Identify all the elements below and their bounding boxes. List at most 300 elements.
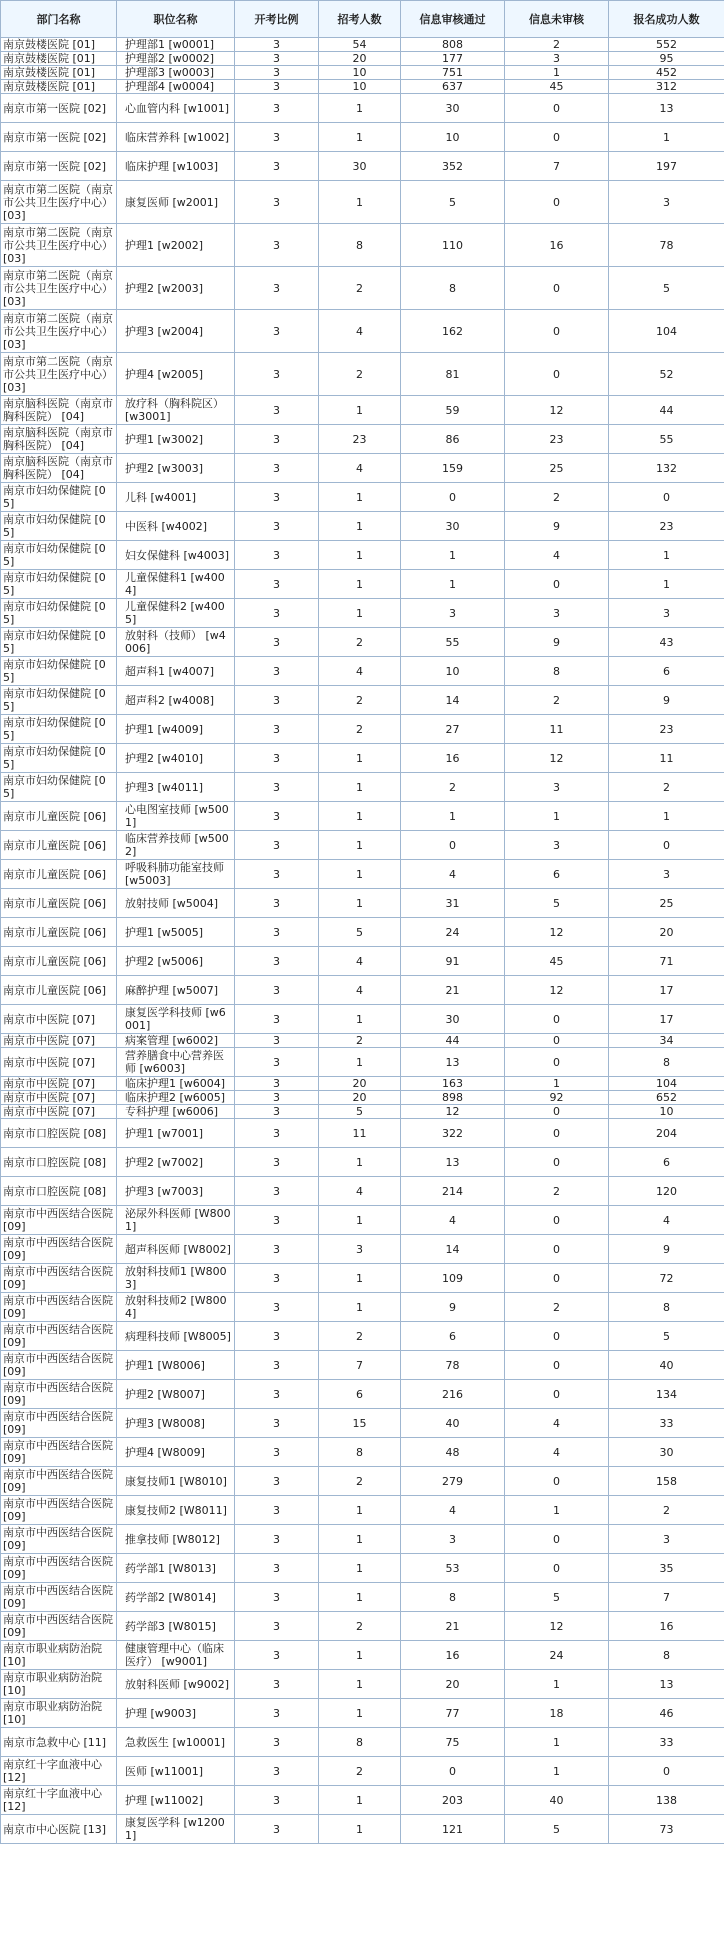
position-cell: 儿童保健科2 [w4005] bbox=[117, 599, 235, 628]
recruit-count-cell: 1 bbox=[319, 1048, 401, 1077]
review-passed-cell: 59 bbox=[401, 396, 505, 425]
exam-ratio-cell: 3 bbox=[235, 1048, 319, 1077]
exam-ratio-cell: 3 bbox=[235, 1757, 319, 1786]
recruit-count-cell: 1 bbox=[319, 802, 401, 831]
review-passed-cell: 30 bbox=[401, 94, 505, 123]
not-reviewed-cell: 0 bbox=[505, 1119, 609, 1148]
recruit-count-cell: 1 bbox=[319, 744, 401, 773]
exam-ratio-cell: 3 bbox=[235, 425, 319, 454]
position-cell: 临床护理1 [w6004] bbox=[117, 1077, 235, 1091]
not-reviewed-cell: 0 bbox=[505, 1048, 609, 1077]
table-row bbox=[1, 773, 724, 802]
registered-cell: 138 bbox=[609, 1786, 724, 1815]
department-cell: 南京市第二医院（南京市公共卫生医疗中心） [03] bbox=[1, 224, 117, 267]
exam-ratio-cell: 3 bbox=[235, 181, 319, 224]
position-cell: 护理3 [w7003] bbox=[117, 1177, 235, 1206]
recruit-count-cell: 1 bbox=[319, 831, 401, 860]
table-row bbox=[1, 1699, 724, 1728]
department-cell: 南京市儿童医院 [06] bbox=[1, 802, 117, 831]
position-cell: 放射技师 [w5004] bbox=[117, 889, 235, 918]
review-passed-cell: 14 bbox=[401, 1235, 505, 1264]
position-cell: 护理部4 [w0004] bbox=[117, 80, 235, 94]
table-row bbox=[1, 512, 724, 541]
position-cell: 心电图室技师 [w5001] bbox=[117, 802, 235, 831]
table-row bbox=[1, 1048, 724, 1077]
not-reviewed-cell: 1 bbox=[505, 1077, 609, 1091]
department-cell: 南京市中西医结合医院 [09] bbox=[1, 1206, 117, 1235]
registered-cell: 134 bbox=[609, 1380, 724, 1409]
review-passed-cell: 637 bbox=[401, 80, 505, 94]
position-cell: 护理2 [w7002] bbox=[117, 1148, 235, 1177]
recruit-count-cell: 6 bbox=[319, 1380, 401, 1409]
department-cell: 南京市职业病防治院 [10] bbox=[1, 1641, 117, 1670]
position-cell: 护理部1 [w0001] bbox=[117, 38, 235, 52]
recruit-count-cell: 1 bbox=[319, 889, 401, 918]
exam-ratio-cell: 3 bbox=[235, 1351, 319, 1380]
department-cell: 南京市妇幼保健院 [05] bbox=[1, 744, 117, 773]
registered-cell: 104 bbox=[609, 310, 724, 353]
table-row bbox=[1, 744, 724, 773]
review-passed-cell: 78 bbox=[401, 1351, 505, 1380]
position-cell: 护理 [w11002] bbox=[117, 1786, 235, 1815]
recruit-count-cell: 5 bbox=[319, 918, 401, 947]
not-reviewed-cell: 24 bbox=[505, 1641, 609, 1670]
table-row bbox=[1, 628, 724, 657]
exam-ratio-cell: 3 bbox=[235, 1583, 319, 1612]
exam-ratio-cell: 3 bbox=[235, 773, 319, 802]
position-cell: 康复技师2 [W8011] bbox=[117, 1496, 235, 1525]
table-row bbox=[1, 918, 724, 947]
registered-cell: 9 bbox=[609, 1235, 724, 1264]
position-cell: 护理2 [w5006] bbox=[117, 947, 235, 976]
position-cell: 放射科技师1 [W8003] bbox=[117, 1264, 235, 1293]
recruit-count-cell: 23 bbox=[319, 425, 401, 454]
not-reviewed-cell: 2 bbox=[505, 38, 609, 52]
exam-ratio-cell: 3 bbox=[235, 1148, 319, 1177]
registered-cell: 73 bbox=[609, 1815, 724, 1844]
registered-cell: 8 bbox=[609, 1641, 724, 1670]
position-cell: 康复医学科技师 [w6001] bbox=[117, 1005, 235, 1034]
not-reviewed-cell: 3 bbox=[505, 599, 609, 628]
table-row bbox=[1, 483, 724, 512]
review-passed-cell: 75 bbox=[401, 1728, 505, 1757]
review-passed-cell: 77 bbox=[401, 1699, 505, 1728]
position-cell: 康复医师 [w2001] bbox=[117, 181, 235, 224]
position-cell: 护理1 [w2002] bbox=[117, 224, 235, 267]
recruit-count-cell: 1 bbox=[319, 1005, 401, 1034]
registered-cell: 44 bbox=[609, 396, 724, 425]
header-row bbox=[1, 1, 724, 38]
registered-cell: 0 bbox=[609, 831, 724, 860]
exam-ratio-cell: 3 bbox=[235, 152, 319, 181]
not-reviewed-cell: 1 bbox=[505, 1728, 609, 1757]
table-row bbox=[1, 1105, 724, 1119]
department-cell: 南京市中西医结合医院 [09] bbox=[1, 1409, 117, 1438]
position-cell: 放疗科（胸科院区） [w3001] bbox=[117, 396, 235, 425]
recruit-count-cell: 1 bbox=[319, 512, 401, 541]
exam-ratio-cell: 3 bbox=[235, 1786, 319, 1815]
position-cell: 临床护理 [w1003] bbox=[117, 152, 235, 181]
position-cell: 超声科1 [w4007] bbox=[117, 657, 235, 686]
exam-ratio-cell: 3 bbox=[235, 1467, 319, 1496]
review-passed-cell: 0 bbox=[401, 1757, 505, 1786]
review-passed-cell: 6 bbox=[401, 1322, 505, 1351]
not-reviewed-cell: 2 bbox=[505, 1177, 609, 1206]
recruit-count-cell: 1 bbox=[319, 773, 401, 802]
exam-ratio-cell: 3 bbox=[235, 918, 319, 947]
exam-ratio-cell: 3 bbox=[235, 52, 319, 66]
table-row bbox=[1, 1554, 724, 1583]
table-row bbox=[1, 1235, 724, 1264]
recruit-count-cell: 2 bbox=[319, 1612, 401, 1641]
recruit-count-cell: 10 bbox=[319, 66, 401, 80]
table-row bbox=[1, 599, 724, 628]
table-row bbox=[1, 353, 724, 396]
exam-ratio-cell: 3 bbox=[235, 1293, 319, 1322]
department-cell: 南京红十字血液中心 [12] bbox=[1, 1786, 117, 1815]
recruit-count-cell: 4 bbox=[319, 976, 401, 1005]
not-reviewed-cell: 1 bbox=[505, 1670, 609, 1699]
not-reviewed-cell: 6 bbox=[505, 860, 609, 889]
registered-cell: 197 bbox=[609, 152, 724, 181]
position-cell: 放射科技师2 [W8004] bbox=[117, 1293, 235, 1322]
registered-cell: 4 bbox=[609, 1206, 724, 1235]
position-cell: 放射科（技师） [w4006] bbox=[117, 628, 235, 657]
review-passed-cell: 109 bbox=[401, 1264, 505, 1293]
department-cell: 南京红十字血液中心 [12] bbox=[1, 1757, 117, 1786]
not-reviewed-cell: 9 bbox=[505, 628, 609, 657]
department-cell: 南京市中西医结合医院 [09] bbox=[1, 1467, 117, 1496]
table-row bbox=[1, 1786, 724, 1815]
table-row bbox=[1, 1670, 724, 1699]
not-reviewed-cell: 8 bbox=[505, 657, 609, 686]
position-cell: 护理4 [W8009] bbox=[117, 1438, 235, 1467]
registered-cell: 46 bbox=[609, 1699, 724, 1728]
table-row bbox=[1, 1034, 724, 1048]
registered-cell: 5 bbox=[609, 267, 724, 310]
recruit-count-cell: 8 bbox=[319, 224, 401, 267]
recruit-count-cell: 1 bbox=[319, 860, 401, 889]
department-cell: 南京市妇幼保健院 [05] bbox=[1, 483, 117, 512]
recruit-count-cell: 5 bbox=[319, 1105, 401, 1119]
table-row bbox=[1, 396, 724, 425]
exam-ratio-cell: 3 bbox=[235, 66, 319, 80]
department-cell: 南京市中西医结合医院 [09] bbox=[1, 1351, 117, 1380]
department-cell: 南京市妇幼保健院 [05] bbox=[1, 657, 117, 686]
position-cell: 临床护理2 [w6005] bbox=[117, 1091, 235, 1105]
review-passed-cell: 27 bbox=[401, 715, 505, 744]
exam-ratio-cell: 3 bbox=[235, 1612, 319, 1641]
review-passed-cell: 48 bbox=[401, 1438, 505, 1467]
review-passed-cell: 21 bbox=[401, 1612, 505, 1641]
table-row bbox=[1, 1206, 724, 1235]
review-passed-cell: 751 bbox=[401, 66, 505, 80]
not-reviewed-cell: 0 bbox=[505, 181, 609, 224]
registered-cell: 13 bbox=[609, 94, 724, 123]
table-row bbox=[1, 889, 724, 918]
department-cell: 南京市中医院 [07] bbox=[1, 1048, 117, 1077]
table-row bbox=[1, 152, 724, 181]
registered-cell: 71 bbox=[609, 947, 724, 976]
position-cell: 呼吸科肺功能室技师 [w5003] bbox=[117, 860, 235, 889]
not-reviewed-cell: 0 bbox=[505, 1351, 609, 1380]
not-reviewed-cell: 0 bbox=[505, 1005, 609, 1034]
review-passed-cell: 808 bbox=[401, 38, 505, 52]
not-reviewed-cell: 5 bbox=[505, 1815, 609, 1844]
not-reviewed-cell: 16 bbox=[505, 224, 609, 267]
registered-cell: 95 bbox=[609, 52, 724, 66]
review-passed-cell: 24 bbox=[401, 918, 505, 947]
department-cell: 南京鼓楼医院 [01] bbox=[1, 80, 117, 94]
exam-ratio-cell: 3 bbox=[235, 657, 319, 686]
not-reviewed-cell: 18 bbox=[505, 1699, 609, 1728]
exam-ratio-cell: 3 bbox=[235, 80, 319, 94]
recruit-count-cell: 1 bbox=[319, 123, 401, 152]
position-cell: 护理2 [w2003] bbox=[117, 267, 235, 310]
not-reviewed-cell: 5 bbox=[505, 889, 609, 918]
review-passed-cell: 1 bbox=[401, 802, 505, 831]
not-reviewed-cell: 0 bbox=[505, 1206, 609, 1235]
exam-ratio-cell: 3 bbox=[235, 860, 319, 889]
exam-ratio-cell: 3 bbox=[235, 802, 319, 831]
recruit-count-cell: 1 bbox=[319, 1293, 401, 1322]
recruit-count-cell: 1 bbox=[319, 541, 401, 570]
recruit-count-cell: 2 bbox=[319, 1322, 401, 1351]
registered-cell: 312 bbox=[609, 80, 724, 94]
department-cell: 南京市中医院 [07] bbox=[1, 1091, 117, 1105]
review-passed-cell: 8 bbox=[401, 267, 505, 310]
header-department: 部门名称 bbox=[1, 1, 117, 38]
recruit-count-cell: 1 bbox=[319, 1815, 401, 1844]
position-cell: 推拿技师 [W8012] bbox=[117, 1525, 235, 1554]
recruit-count-cell: 2 bbox=[319, 1467, 401, 1496]
position-cell: 放射科医师 [w9002] bbox=[117, 1670, 235, 1699]
recruit-count-cell: 15 bbox=[319, 1409, 401, 1438]
table-row bbox=[1, 860, 724, 889]
exam-ratio-cell: 3 bbox=[235, 1235, 319, 1264]
department-cell: 南京市妇幼保健院 [05] bbox=[1, 570, 117, 599]
department-cell: 南京市口腔医院 [08] bbox=[1, 1177, 117, 1206]
department-cell: 南京市第一医院 [02] bbox=[1, 152, 117, 181]
review-passed-cell: 177 bbox=[401, 52, 505, 66]
department-cell: 南京市第一医院 [02] bbox=[1, 123, 117, 152]
recruit-count-cell: 1 bbox=[319, 396, 401, 425]
not-reviewed-cell: 3 bbox=[505, 52, 609, 66]
review-passed-cell: 53 bbox=[401, 1554, 505, 1583]
review-passed-cell: 279 bbox=[401, 1467, 505, 1496]
exam-ratio-cell: 3 bbox=[235, 1670, 319, 1699]
recruit-count-cell: 1 bbox=[319, 1786, 401, 1815]
table-row bbox=[1, 1815, 724, 1844]
department-cell: 南京鼓楼医院 [01] bbox=[1, 52, 117, 66]
department-cell: 南京脑科医院（南京市胸科医院） [04] bbox=[1, 396, 117, 425]
exam-ratio-cell: 3 bbox=[235, 1554, 319, 1583]
registered-cell: 43 bbox=[609, 628, 724, 657]
position-cell: 护理部2 [w0002] bbox=[117, 52, 235, 66]
position-cell: 儿科 [w4001] bbox=[117, 483, 235, 512]
table-row bbox=[1, 425, 724, 454]
registered-cell: 2 bbox=[609, 1496, 724, 1525]
table-row bbox=[1, 1005, 724, 1034]
department-cell: 南京市中西医结合医院 [09] bbox=[1, 1525, 117, 1554]
recruit-count-cell: 4 bbox=[319, 947, 401, 976]
review-passed-cell: 30 bbox=[401, 1005, 505, 1034]
not-reviewed-cell: 0 bbox=[505, 123, 609, 152]
review-passed-cell: 110 bbox=[401, 224, 505, 267]
recruit-count-cell: 7 bbox=[319, 1351, 401, 1380]
recruit-count-cell: 1 bbox=[319, 599, 401, 628]
not-reviewed-cell: 12 bbox=[505, 976, 609, 1005]
not-reviewed-cell: 4 bbox=[505, 1409, 609, 1438]
review-passed-cell: 81 bbox=[401, 353, 505, 396]
review-passed-cell: 86 bbox=[401, 425, 505, 454]
table-row bbox=[1, 1467, 724, 1496]
exam-ratio-cell: 3 bbox=[235, 1409, 319, 1438]
review-passed-cell: 13 bbox=[401, 1148, 505, 1177]
review-passed-cell: 163 bbox=[401, 1077, 505, 1091]
review-passed-cell: 159 bbox=[401, 454, 505, 483]
position-cell: 护理3 [w2004] bbox=[117, 310, 235, 353]
not-reviewed-cell: 0 bbox=[505, 1467, 609, 1496]
position-cell: 药学部2 [W8014] bbox=[117, 1583, 235, 1612]
recruit-count-cell: 4 bbox=[319, 454, 401, 483]
recruit-count-cell: 20 bbox=[319, 52, 401, 66]
registered-cell: 78 bbox=[609, 224, 724, 267]
not-reviewed-cell: 45 bbox=[505, 947, 609, 976]
position-cell: 麻醉护理 [w5007] bbox=[117, 976, 235, 1005]
registered-cell: 23 bbox=[609, 715, 724, 744]
exam-ratio-cell: 3 bbox=[235, 483, 319, 512]
table-row bbox=[1, 1380, 724, 1409]
department-cell: 南京市妇幼保健院 [05] bbox=[1, 541, 117, 570]
exam-ratio-cell: 3 bbox=[235, 831, 319, 860]
exam-ratio-cell: 3 bbox=[235, 570, 319, 599]
registered-cell: 34 bbox=[609, 1034, 724, 1048]
registered-cell: 3 bbox=[609, 181, 724, 224]
registered-cell: 10 bbox=[609, 1105, 724, 1119]
registered-cell: 8 bbox=[609, 1293, 724, 1322]
position-cell: 健康管理中心（临床医疗） [w9001] bbox=[117, 1641, 235, 1670]
not-reviewed-cell: 2 bbox=[505, 686, 609, 715]
header-position: 职位名称 bbox=[117, 1, 235, 38]
recruit-count-cell: 1 bbox=[319, 1264, 401, 1293]
department-cell: 南京市口腔医院 [08] bbox=[1, 1148, 117, 1177]
header-recruit-count: 招考人数 bbox=[319, 1, 401, 38]
registered-cell: 55 bbox=[609, 425, 724, 454]
review-passed-cell: 162 bbox=[401, 310, 505, 353]
department-cell: 南京市中医院 [07] bbox=[1, 1005, 117, 1034]
exam-ratio-cell: 3 bbox=[235, 628, 319, 657]
department-cell: 南京市职业病防治院 [10] bbox=[1, 1670, 117, 1699]
registered-cell: 33 bbox=[609, 1409, 724, 1438]
department-cell: 南京市中西医结合医院 [09] bbox=[1, 1612, 117, 1641]
review-passed-cell: 16 bbox=[401, 744, 505, 773]
not-reviewed-cell: 0 bbox=[505, 1264, 609, 1293]
exam-ratio-cell: 3 bbox=[235, 353, 319, 396]
position-cell: 康复技师1 [W8010] bbox=[117, 1467, 235, 1496]
exam-ratio-cell: 3 bbox=[235, 1264, 319, 1293]
review-passed-cell: 9 bbox=[401, 1293, 505, 1322]
exam-ratio-cell: 3 bbox=[235, 1091, 319, 1105]
registered-cell: 204 bbox=[609, 1119, 724, 1148]
review-passed-cell: 20 bbox=[401, 1670, 505, 1699]
exam-ratio-cell: 3 bbox=[235, 1322, 319, 1351]
registered-cell: 7 bbox=[609, 1583, 724, 1612]
table-row bbox=[1, 947, 724, 976]
registered-cell: 3 bbox=[609, 860, 724, 889]
table-row bbox=[1, 454, 724, 483]
review-passed-cell: 16 bbox=[401, 1641, 505, 1670]
exam-ratio-cell: 3 bbox=[235, 224, 319, 267]
table-row bbox=[1, 224, 724, 267]
recruit-count-cell: 1 bbox=[319, 181, 401, 224]
table-row bbox=[1, 1264, 724, 1293]
not-reviewed-cell: 92 bbox=[505, 1091, 609, 1105]
review-passed-cell: 12 bbox=[401, 1105, 505, 1119]
header-registered: 报名成功人数 bbox=[609, 1, 724, 38]
not-reviewed-cell: 1 bbox=[505, 1496, 609, 1525]
not-reviewed-cell: 12 bbox=[505, 744, 609, 773]
recruit-count-cell: 1 bbox=[319, 1148, 401, 1177]
review-passed-cell: 0 bbox=[401, 483, 505, 512]
recruit-count-cell: 30 bbox=[319, 152, 401, 181]
exam-ratio-cell: 3 bbox=[235, 744, 319, 773]
registered-cell: 17 bbox=[609, 1005, 724, 1034]
recruit-count-cell: 2 bbox=[319, 1757, 401, 1786]
exam-ratio-cell: 3 bbox=[235, 947, 319, 976]
exam-ratio-cell: 3 bbox=[235, 310, 319, 353]
position-cell: 护理1 [w3002] bbox=[117, 425, 235, 454]
table-row bbox=[1, 38, 724, 52]
recruit-count-cell: 1 bbox=[319, 1554, 401, 1583]
table-row bbox=[1, 802, 724, 831]
department-cell: 南京市儿童医院 [06] bbox=[1, 976, 117, 1005]
exam-ratio-cell: 3 bbox=[235, 123, 319, 152]
exam-ratio-cell: 3 bbox=[235, 1206, 319, 1235]
review-passed-cell: 898 bbox=[401, 1091, 505, 1105]
department-cell: 南京市儿童医院 [06] bbox=[1, 831, 117, 860]
department-cell: 南京市中西医结合医院 [09] bbox=[1, 1264, 117, 1293]
exam-ratio-cell: 3 bbox=[235, 38, 319, 52]
recruit-count-cell: 1 bbox=[319, 94, 401, 123]
review-passed-cell: 121 bbox=[401, 1815, 505, 1844]
recruit-count-cell: 11 bbox=[319, 1119, 401, 1148]
position-cell: 护理1 [w4009] bbox=[117, 715, 235, 744]
not-reviewed-cell: 11 bbox=[505, 715, 609, 744]
not-reviewed-cell: 25 bbox=[505, 454, 609, 483]
not-reviewed-cell: 0 bbox=[505, 1322, 609, 1351]
registered-cell: 452 bbox=[609, 66, 724, 80]
review-passed-cell: 10 bbox=[401, 123, 505, 152]
table-row bbox=[1, 1351, 724, 1380]
table-row bbox=[1, 1091, 724, 1105]
review-passed-cell: 2 bbox=[401, 773, 505, 802]
department-cell: 南京市第一医院 [02] bbox=[1, 94, 117, 123]
registered-cell: 3 bbox=[609, 1525, 724, 1554]
registered-cell: 1 bbox=[609, 570, 724, 599]
table-row bbox=[1, 1757, 724, 1786]
recruit-count-cell: 2 bbox=[319, 686, 401, 715]
registered-cell: 17 bbox=[609, 976, 724, 1005]
review-passed-cell: 214 bbox=[401, 1177, 505, 1206]
review-passed-cell: 10 bbox=[401, 657, 505, 686]
table-row bbox=[1, 976, 724, 1005]
table-row bbox=[1, 66, 724, 80]
not-reviewed-cell: 3 bbox=[505, 773, 609, 802]
not-reviewed-cell: 0 bbox=[505, 1105, 609, 1119]
recruit-count-cell: 20 bbox=[319, 1091, 401, 1105]
not-reviewed-cell: 1 bbox=[505, 1757, 609, 1786]
